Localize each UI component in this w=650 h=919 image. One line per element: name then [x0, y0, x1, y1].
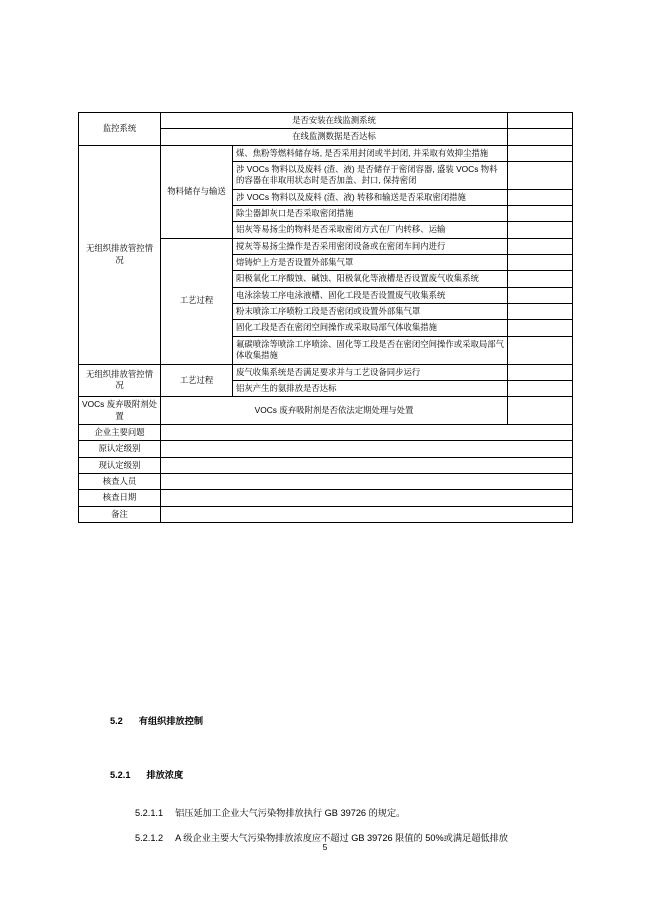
row-group-label: 现认定级别 [79, 457, 161, 473]
row-item-text: 粉末喷涂工序喷粉工段是否密闭或设置外部集气罩 [233, 304, 508, 320]
row-value-cell[interactable] [161, 457, 573, 473]
row-group-label: 无组织排放管控情况 [79, 364, 161, 397]
row-value-cell[interactable] [508, 336, 573, 364]
row-item-text: 电泳涂装工序电泳液槽、固化工段是否设置废气收集系统 [233, 287, 508, 303]
table-row [79, 457, 573, 473]
row-group-label: VOCs 废弃吸附剂处置 [79, 397, 161, 425]
row-value-cell[interactable] [508, 255, 573, 271]
row-subgroup-label: 工艺过程 [161, 238, 233, 364]
section-heading-5-2-1 [110, 767, 183, 781]
row-item-text: 铝灰产生的氨排放是否达标 [233, 380, 508, 396]
section-number: 5.2 [110, 716, 123, 726]
row-value-cell[interactable] [508, 271, 573, 287]
row-value-cell[interactable] [161, 424, 573, 440]
row-item-text: 铝灰等易扬尘的物料是否采取密闭方式在厂内转移、运输 [233, 222, 508, 238]
row-value-cell[interactable] [508, 238, 573, 254]
section-title: 排放浓度 [146, 770, 184, 780]
row-item-text: VOCs 废弃吸附剂是否依法定期处理与处置 [161, 397, 508, 425]
row-item-text: 固化工段是否在密闭空间操作或采取局部气体收集措施 [233, 320, 508, 336]
row-group-label: 无组织排放管控情况 [79, 145, 161, 364]
section-number: 5.2.1 [110, 770, 131, 780]
row-value-cell[interactable] [161, 473, 573, 489]
row-value-cell[interactable] [508, 380, 573, 396]
row-value-cell[interactable] [508, 113, 573, 129]
row-item-text: 除尘器卸灰口是否采取密闭措施 [233, 206, 508, 222]
row-value-cell[interactable] [508, 397, 573, 425]
row-item-text: 废气收集系统是否满足要求并与工艺设备同步运行 [233, 364, 508, 380]
row-item-text: 搅灰等易扬尘操作是否采用密闭设备或在密闭车间内进行 [233, 238, 508, 254]
row-value-cell[interactable] [161, 441, 573, 457]
row-value-cell[interactable] [508, 287, 573, 303]
row-value-cell[interactable] [161, 490, 573, 506]
row-group-label: 企业主要问题 [79, 424, 161, 440]
row-value-cell[interactable] [161, 506, 573, 522]
table-row [79, 397, 573, 425]
paragraph-number: 5.2.1.2 [135, 833, 164, 843]
row-value-cell[interactable] [508, 145, 573, 161]
row-value-cell[interactable] [508, 364, 573, 380]
paragraph-text: A 级企业主要大气污染物排放浓度应不超过 GB 39726 限值的 50%或满足超低排放 [175, 833, 508, 843]
row-subgroup-label: 工艺过程 [161, 364, 233, 397]
row-item-text: 阳极氧化工序酸蚀、碱蚀、阳极氧化等液槽是否设置废气收集系统 [233, 271, 508, 287]
table-row [79, 145, 573, 161]
section-heading-5-2 [110, 713, 203, 727]
row-item-text: 涉 VOCs 物料以及废料 (渣、液) 是否储存于密闭容器, 盛装 VOCs 物料的容器在非取用状态时是否加盖、封口, 保持密闭 [233, 162, 508, 190]
row-value-cell[interactable] [508, 304, 573, 320]
row-group-label: 原认定级别 [79, 441, 161, 457]
row-item-text: 涉 VOCs 物料以及废料 (渣、液) 转移和输送是否采取密闭措施 [233, 189, 508, 205]
table-row [79, 473, 573, 489]
section-title: 有组织排放控制 [138, 716, 204, 726]
row-group-label: 备注 [79, 506, 161, 522]
row-group-label: 监控系统 [79, 113, 161, 146]
checklist-table [78, 112, 573, 523]
row-value-cell[interactable] [508, 189, 573, 205]
row-group-label: 核查日期 [79, 490, 161, 506]
paragraph-5-2-1-1 [135, 805, 405, 819]
row-value-cell[interactable] [508, 129, 573, 145]
row-value-cell[interactable] [508, 222, 573, 238]
table-row [79, 113, 573, 129]
inspection-checklist-table [78, 112, 572, 523]
row-value-cell[interactable] [508, 320, 573, 336]
page-number: 5 [322, 842, 328, 852]
row-group-label: 核查人员 [79, 473, 161, 489]
table-row [79, 441, 573, 457]
row-value-cell[interactable] [508, 206, 573, 222]
row-subgroup-label: 物料储存与输送 [161, 145, 233, 238]
paragraph-text: 铝压延加工企业大气污染物排放执行 GB 39726 的规定。 [175, 808, 406, 818]
table-row [79, 490, 573, 506]
row-item-text: 煤、焦粉等燃料储存场, 是否采用封闭或半封闭, 并采取有效抑尘措施 [233, 145, 508, 161]
row-item-text: 是否安装在线监测系统 [161, 113, 508, 129]
row-item-text: 熔铸炉上方是否设置外部集气罩 [233, 255, 508, 271]
table-row [79, 424, 573, 440]
row-value-cell[interactable] [508, 162, 573, 190]
table-row [79, 506, 573, 522]
table-row [79, 364, 573, 380]
row-item-text: 氟碳喷涂等喷涂工序喷涂、固化等工段是否在密闭空间操作或采取局部气体收集措施 [233, 336, 508, 364]
paragraph-number: 5.2.1.1 [135, 808, 164, 818]
row-item-text: 在线监测数据是否达标 [161, 129, 508, 145]
